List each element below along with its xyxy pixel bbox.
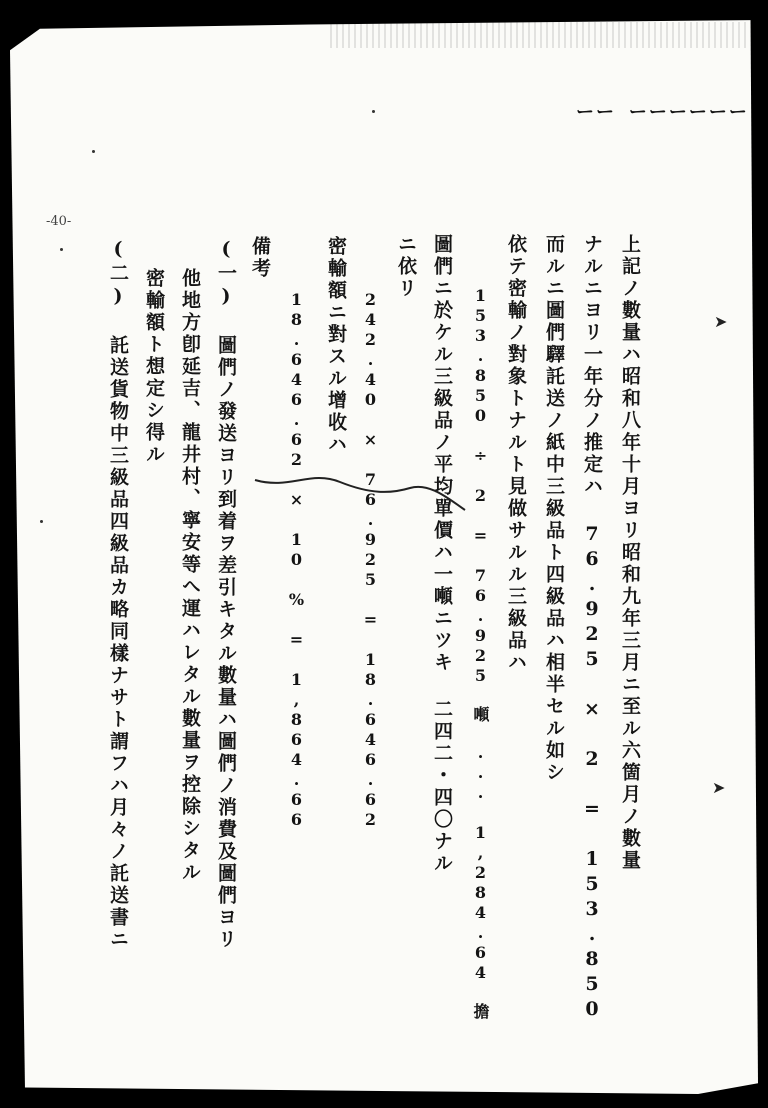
text-line-9: 密輸額ニ對スル增收ハ (325, 236, 347, 456)
text-line-6: 圖們ニ於ケル三級品ノ平均單價ハ一噸ニツキ 二四二・四〇ナル (431, 234, 453, 875)
text-line-14: 密輸額ト想定シ得ル (143, 268, 165, 466)
scan-edge-noise (330, 22, 750, 48)
text-line-15: (二) 託送貨物中三級品四級品カ略同樣ナサト謂フハ月々ノ託送書ニ (107, 238, 129, 951)
dust-speck (92, 150, 95, 153)
dust-speck (372, 110, 375, 113)
speck-mark: ➤ (714, 312, 728, 331)
text-line-4: 依テ密輸ノ對象トナルト見做サルル三級品ハ (505, 234, 527, 674)
dust-speck (60, 248, 63, 251)
text-line-1: 上記ノ數量ハ昭和八年十月ヨリ昭和九年三月ニ至ル六箇月ノ數量 (619, 234, 641, 872)
ink-stain-mark (250, 460, 470, 520)
page-number: -40- (46, 214, 72, 229)
dust-speck (40, 520, 43, 523)
speck-mark: ➤ (712, 778, 726, 797)
text-line-7: ニ依リ (395, 234, 417, 300)
text-line-2: ナルニヨリ一年分ノ推定ハ 76.925 × 2 = 153.850 (581, 234, 603, 1023)
text-line-12: (一) 圖們ノ發送ヨリ到着ヲ差引キタル數量ハ圖們ノ消費及圖們ヨリ (215, 238, 237, 951)
text-line-5: 153.850 ÷ 2 = 76.925 噸 ... 1,284.64 擔 (471, 286, 490, 1020)
text-line-10: 18.646.62 × 10 % = 1,864.66 (287, 290, 306, 830)
text-line-3: 而ルニ圖們驛託送ノ紙中三級品ト四級品ハ相半セル如シ (543, 234, 565, 784)
remarks-heading: 備考 (249, 236, 271, 280)
header-marks: ーー ーーーーーー (576, 102, 749, 123)
text-line-8: 242.40 × 76.925 = 18.646.62 (361, 290, 380, 830)
text-line-13: 他地方卽延吉、龍井村、寧安等へ運ハレタル數量ヲ控除シタル (179, 268, 201, 884)
